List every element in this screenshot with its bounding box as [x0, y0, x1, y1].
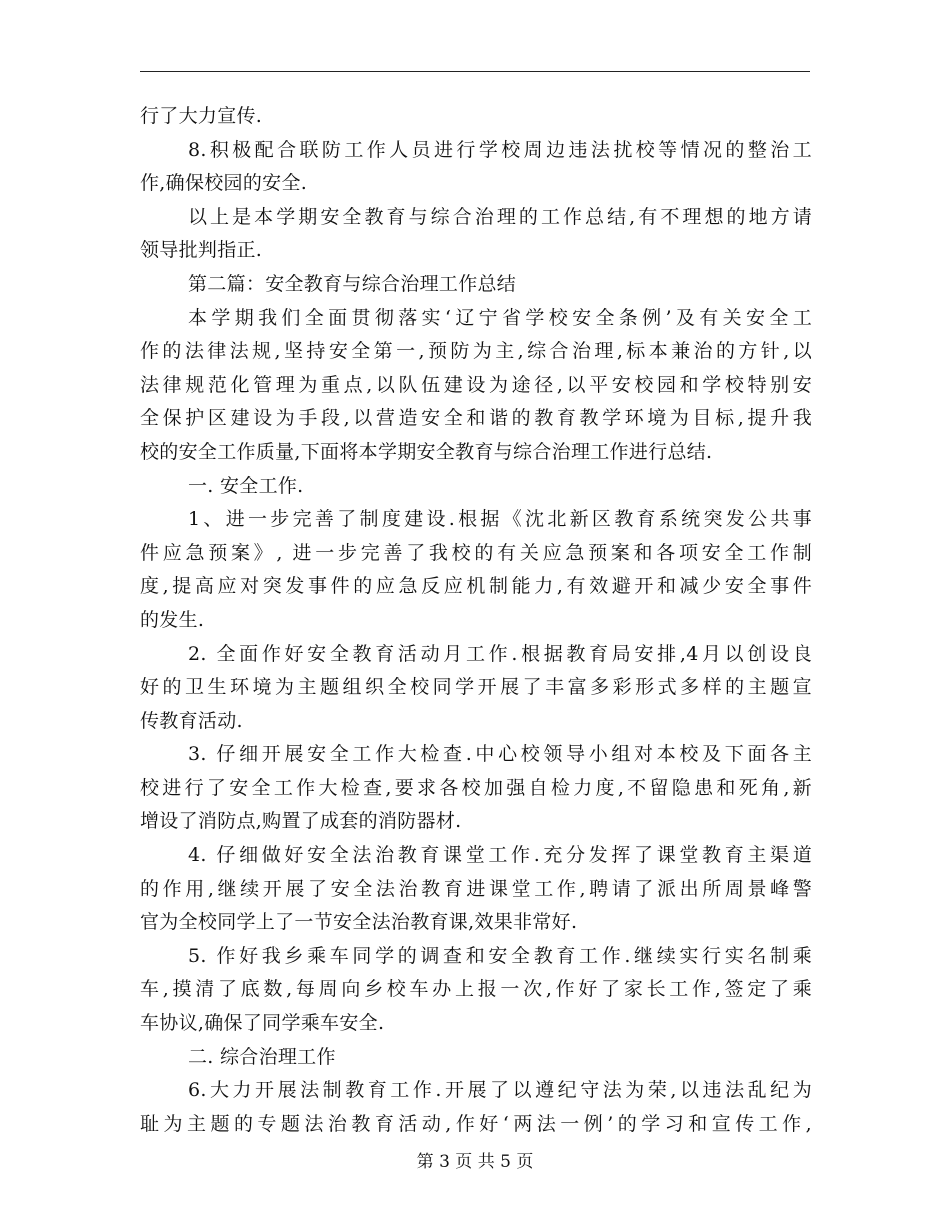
text-line: 一. 安全工作.	[188, 474, 304, 497]
text-line: 2. 全面作好安全教育活动月工作.根据教育局安排,4月以创设良	[188, 642, 812, 665]
text-line: 8.积极配合联防工作人员进行学校周边违法扰校等情况的整治工	[188, 138, 812, 161]
text-line: 全保护区建设为手段,以营造安全和谐的教育教学环境为目标,提升我	[140, 407, 812, 430]
text-line: 6.大力开展法制教育工作.开展了以遵纪守法为荣,以违法乱纪为	[188, 1079, 812, 1102]
text-line: 1、进一步完善了制度建设.根据《沈北新区教育系统突发公共事	[188, 508, 812, 531]
text-line: 好的卫生环境为主题组织全校同学开展了丰富多彩形式多样的主题宣	[140, 676, 812, 699]
text-line: 行了大力宣传.	[140, 105, 263, 127]
text-line: 件应急预案》, 进一步完善了我校的有关应急预案和各项安全工作制	[140, 541, 812, 564]
text-line: 本学期我们全面贯彻落实‘辽宁省学校安全条例’及有关安全工	[188, 306, 812, 329]
text-line: 第二篇：安全教育与综合治理工作总结	[188, 272, 517, 295]
text-line: 传教育活动.	[140, 709, 243, 732]
text-line: 的作用,继续开展了安全法治教育进课堂工作,聘请了派出所周景峰警	[140, 877, 812, 900]
text-line: 的发生.	[140, 608, 205, 631]
text-line: 耻为主题的专题法治教育活动,作好‘两法一例’的学习和宣传工作,	[140, 1112, 812, 1135]
text-line: 二. 综合治理工作	[188, 1045, 336, 1068]
text-line: 法律规范化管理为重点,以队伍建设为途径,以平安校园和学校特别安	[140, 373, 812, 396]
text-line: 作,确保校园的安全.	[140, 172, 308, 195]
document-body	[140, 100, 812, 1141]
text-line: 校进行了安全工作大检查,要求各校加强自检力度,不留隐患和死角,新	[140, 776, 812, 799]
text-line: 3. 仔细开展安全工作大检查.中心校领导小组对本校及下面各主	[188, 743, 812, 766]
page-footer: 第 3 页 共 5 页	[416, 1152, 534, 1172]
text-line: 4. 仔细做好安全法治教育课堂工作.充分发挥了课堂教育主渠道	[188, 844, 812, 867]
header-rule	[140, 71, 810, 72]
text-line: 官为全校同学上了一节安全法治教育课,效果非常好.	[140, 911, 578, 934]
text-line: 5. 作好我乡乘车同学的调查和安全教育工作.继续实行实名制乘	[188, 944, 812, 967]
text-line: 校的安全工作质量,下面将本学期安全教育与综合治理工作进行总结.	[140, 440, 713, 463]
text-line: 度,提高应对突发事件的应急反应机制能力,有效避开和减少安全事件	[140, 575, 812, 598]
text-line: 领导批判指正.	[140, 239, 263, 262]
text-line: 以上是本学期安全教育与综合治理的工作总结,有不理想的地方请	[188, 205, 812, 228]
text-line: 车,摸清了底数,每周向乡校车办上报一次,作好了家长工作,签定了乘	[140, 978, 812, 1001]
text-line: 车协议,确保了同学乘车安全.	[140, 1012, 385, 1035]
text-line: 作的法律法规,坚持安全第一,预防为主,综合治理,标本兼治的方针,以	[140, 340, 812, 363]
text-line: 增设了消防点,购置了成套的消防器材.	[140, 810, 462, 833]
